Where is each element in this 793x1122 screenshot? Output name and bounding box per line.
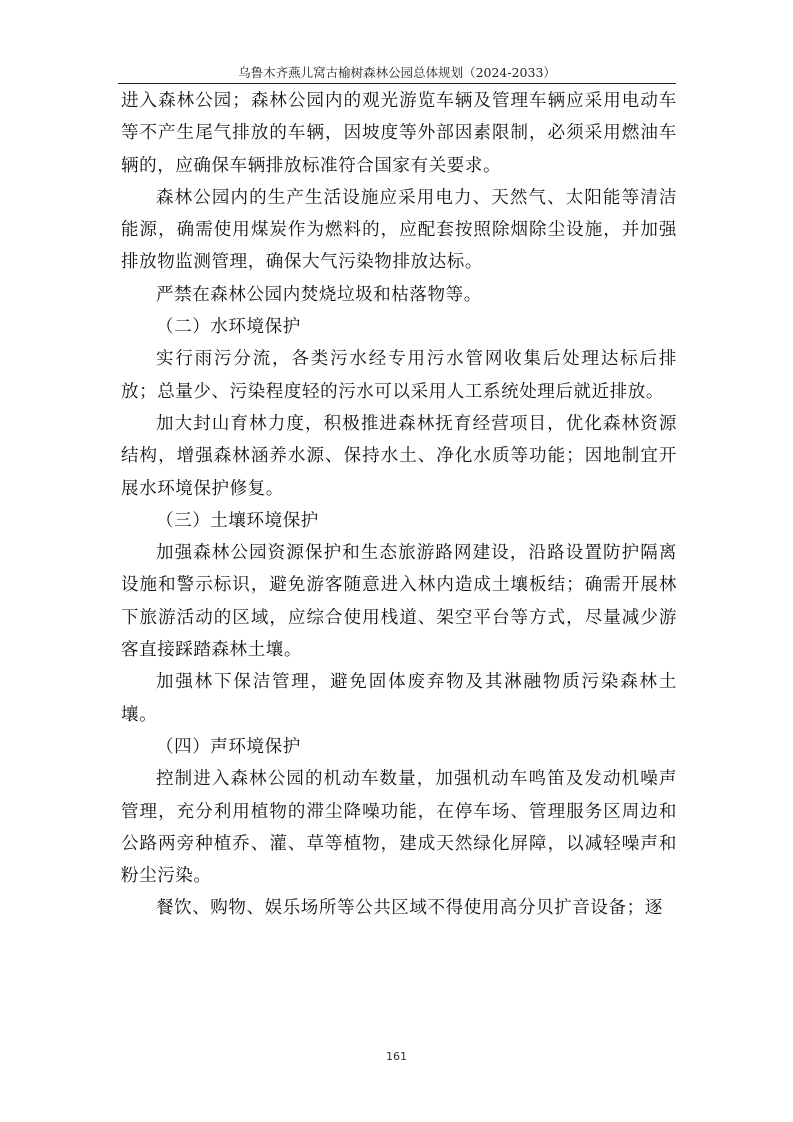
paragraph-soil-cleaning: 加强林下保洁管理，避免固体废弃物及其淋融物质污染森林土壤。 — [121, 672, 677, 725]
running-header: 乌鲁木齐燕儿窝古榆树森林公园总体规划（2024-2033） — [238, 65, 556, 80]
paragraph-forest-water: 加大封山育林力度，积极推进森林抚育经营项目，优化森林资源结构，增强森林涵养水源、保持水土、净化水质等功能；因地制宜开展水环境保护修复。 — [121, 413, 677, 499]
paragraph-soil-protection: 加强森林公园资源保护和生态旅游路网建设，沿路设置防护隔离设施和警示标识，避免游客随意进入林内造成土壤板结；确需开展林下旅游活动的区域，应综合使用栈道、架空平台等方式，尽量减少游客直接踩踏森林土壤。 — [121, 543, 677, 661]
page-number: 161 — [386, 1050, 407, 1063]
paragraph-clean-energy: 森林公园内的生产生活设施应采用电力、天然气、太阳能等清洁能源，确需使用煤炭作为燃料的，应配套按照除烟除尘设施，并加强排放物监测管理，确保大气污染物排放达标。 — [121, 187, 677, 273]
section-heading-water: （二）水环境保护 — [156, 317, 301, 338]
paragraph-continued: 进入森林公园；森林公园内的观光游览车辆及管理车辆应采用电动车等不产生尾气排放的车辆，因坡度等外部因素限制，必须采用燃油车辆的，应确保车辆排放标准符合国家有关要求。 — [121, 91, 677, 176]
paragraph-burning-ban: 严禁在森林公园内焚烧垃圾和枯落物等。 — [156, 284, 482, 305]
paragraph-public-areas: 餐饮、购物、娱乐场所等公共区域不得使用高分贝扩音设备；逐 — [156, 898, 663, 919]
paragraph-noise-control: 控制进入森林公园的机动车数量，加强机动车鸣笛及发动机噪声管理，充分利用植物的滞尘降噪功能，在停车场、管理服务区周边和公路两旁种植乔、灌、草等植物，建成天然绿化屏障，以减轻噪声和粉尘污染。 — [121, 769, 677, 887]
section-heading-noise: （四）声环境保护 — [156, 736, 301, 757]
page-body — [121, 85, 677, 925]
header-divider — [118, 83, 676, 84]
paragraph-sewage: 实行雨污分流，各类污水经专用污水管网收集后处理达标后排放；总量少、污染程度轻的污水可以采用人工系统处理后就近排放。 — [121, 349, 677, 402]
section-heading-soil: （三）土壤环境保护 — [156, 510, 319, 531]
